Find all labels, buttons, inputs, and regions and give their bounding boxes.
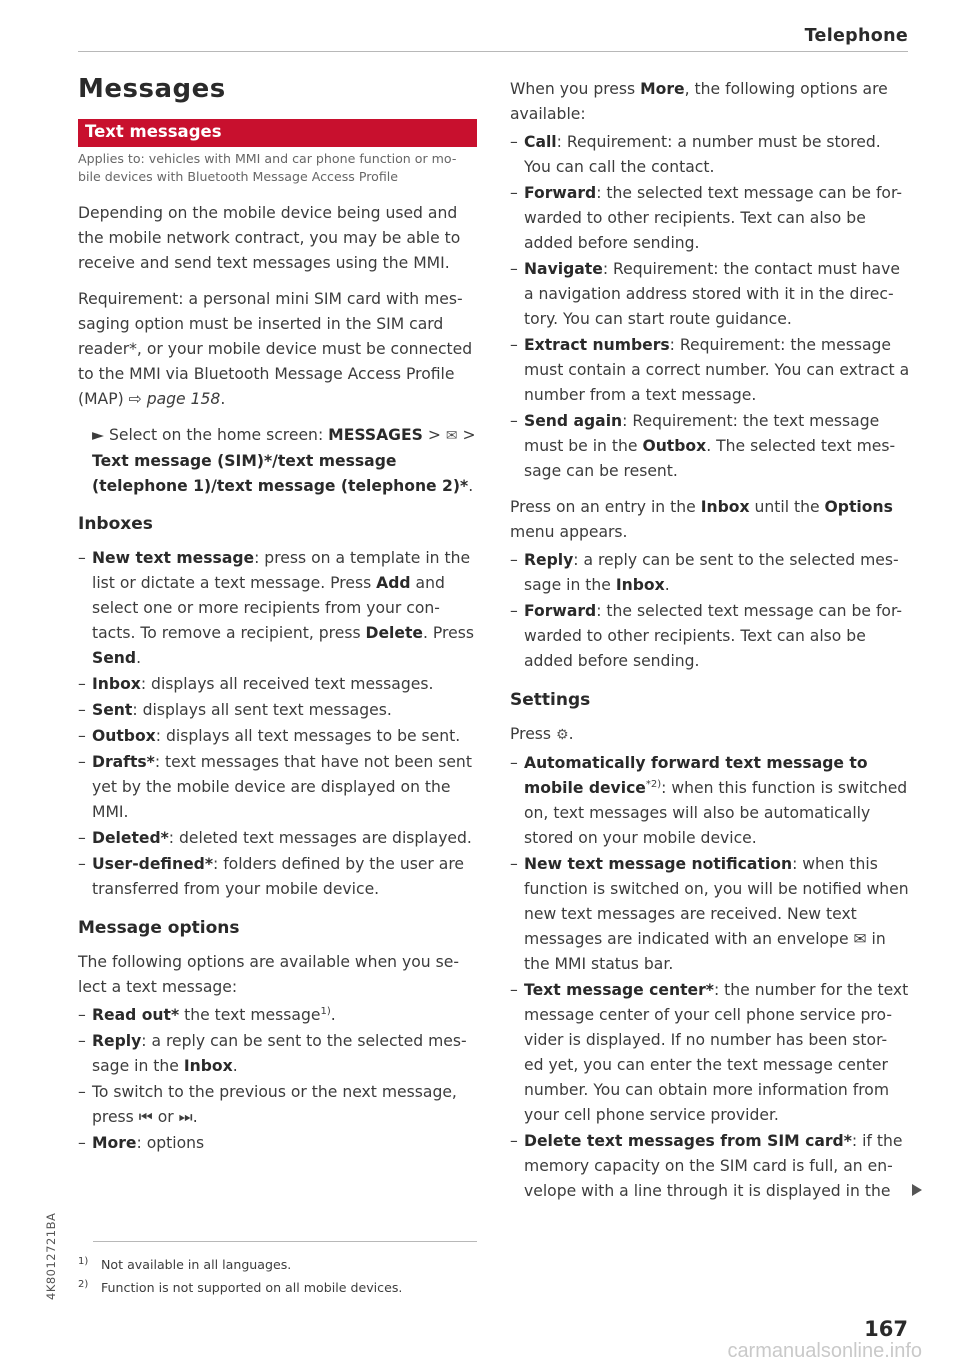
page-reference-link[interactable]: page 158	[146, 390, 221, 408]
desc: . Press	[423, 624, 474, 642]
desc: .	[664, 576, 670, 594]
step-instruction	[78, 423, 478, 499]
header-rule	[78, 51, 908, 52]
applies-note: Applies to: vehicles with MMI and car phone function or mo- bile devices with Bluetooth Message Access Profile	[78, 151, 457, 184]
desc: . The selected text mes- sage can be resent.	[524, 437, 896, 480]
term-outbox: Outbox	[642, 437, 707, 455]
step-prefix: ► Select on the home screen:	[92, 426, 324, 444]
continue-arrow-icon	[912, 1184, 922, 1196]
step-sep-1: >	[422, 426, 446, 444]
text: until the	[749, 498, 825, 516]
list-item	[78, 750, 478, 825]
settings-heading: Settings	[510, 690, 591, 710]
desc: : displays all text messages to be sent.	[155, 727, 461, 745]
term: Extract numbers	[524, 336, 670, 354]
page-number: 167	[864, 1317, 908, 1341]
desc: To switch to the previous or the next message, press ⏮ or ⏭.	[92, 1083, 457, 1126]
desc: : when this function is switched on, you will be notified when new text messages are received. New text messages are indicated with an envelope ✉ in the MMI status bar.	[524, 855, 909, 973]
list-item	[78, 1080, 478, 1130]
list-item	[78, 826, 478, 851]
footnote-ref: *2)	[645, 778, 662, 790]
section-bar-title: Text messages	[85, 122, 222, 141]
term: Automatically forward text message to mobile device	[524, 754, 868, 797]
list-item	[510, 852, 910, 977]
desc: : Requirement: the contact must have a navigation address stored with it in the direc- tory. You can start route guidance.	[524, 260, 900, 328]
desc: : when this function is switched on, text messages will also be automatically stored on your mobile device.	[524, 779, 908, 847]
term-options: Options	[824, 498, 893, 516]
term: Deleted*	[92, 829, 169, 847]
list-item	[510, 978, 910, 1128]
desc: : a reply can be sent to the selected mes- sage in the	[92, 1032, 467, 1075]
term: Reply	[524, 551, 574, 569]
text: Press	[510, 725, 552, 743]
desc: : a reply can be sent to the selected mes- sage in the	[524, 551, 899, 594]
step-end: .	[468, 477, 474, 495]
term: Sent	[92, 701, 133, 719]
inbox-press-paragraph	[510, 495, 910, 545]
text: menu appears.	[510, 523, 628, 541]
desc: : Requirement: the text message must be in the	[524, 412, 880, 455]
requirement-end: .	[220, 390, 226, 408]
desc: : Requirement: a number must be stored. You can call the contact.	[524, 133, 881, 176]
text: , the following options are available:	[510, 80, 888, 123]
message-options-heading: Message options	[78, 918, 240, 938]
intro-paragraph: Depending on the mobile device being used and the mobile network contract, you may be able to receive and send text messages using the MMI.	[78, 204, 461, 272]
footnote-rule	[93, 1241, 477, 1242]
text: .	[568, 725, 574, 743]
inbox-options-list	[510, 548, 910, 674]
footnote-number: 2)	[78, 1279, 89, 1290]
list-item	[78, 1131, 478, 1156]
list-item	[78, 672, 478, 697]
desc: .	[232, 1057, 238, 1075]
text: When you press	[510, 80, 641, 98]
section-title: Telephone	[804, 26, 908, 46]
list-item	[510, 181, 910, 256]
footnote-number: 1)	[78, 1256, 89, 1267]
desc: .	[136, 649, 142, 667]
term: Forward	[524, 602, 597, 620]
list-item	[78, 698, 478, 723]
term: Outbox	[92, 727, 156, 745]
settings-list	[510, 751, 910, 1204]
term: New text message notification	[524, 855, 793, 873]
desc: : folders defined by the user are transferred from your mobile device.	[92, 855, 465, 898]
desc: : the number for the text message center of your cell phone service pro- vider is displayed. If no number has been stor- ed yet, you can enter the text message center number. You can obtain more information from your cell phone service provider.	[524, 981, 909, 1124]
watermark: carmanualsonline.info	[727, 1340, 922, 1362]
desc: : deleted text messages are displayed.	[168, 829, 472, 847]
list-item	[510, 257, 910, 332]
desc: : displays all sent text messages.	[132, 701, 392, 719]
more-options-list	[510, 130, 910, 484]
term: User-defined*	[92, 855, 213, 873]
list-item	[78, 852, 478, 902]
footnote-text: Not available in all languages.	[101, 1257, 292, 1272]
list-item	[78, 1029, 478, 1079]
list-item	[78, 546, 478, 671]
section-bar	[78, 119, 477, 147]
list-item	[510, 130, 910, 180]
desc: : the selected text message can be for- warded to other recipients. Text can also be added before sending.	[524, 184, 903, 252]
term-more: More	[640, 80, 685, 98]
term-inbox: Inbox	[615, 576, 665, 594]
list-item	[78, 724, 478, 749]
desc: .	[330, 1006, 336, 1024]
footnote-text: Function is not supported on all mobile devices.	[101, 1280, 403, 1295]
term-add: Add	[376, 574, 411, 592]
requirement-text: Requirement: a personal mini SIM card with mes- saging option must be inserted in the SIM card reader*, or your mobile device must be connected to the MMI via Bluetooth Message Access Profile (MAP) ⇨	[78, 290, 473, 408]
term: Read out*	[92, 1006, 180, 1024]
more-intro	[510, 77, 910, 127]
desc: : if the memory capacity on the SIM card is full, an en- velope with a line through it is displayed in the	[524, 1132, 903, 1200]
step-menu-messages: MESSAGES	[328, 426, 423, 444]
footnote-ref: 1)	[320, 1005, 331, 1017]
term-send: Send	[92, 649, 137, 667]
term: More	[92, 1134, 137, 1152]
term: Inbox	[92, 675, 141, 693]
term-delete: Delete	[365, 624, 424, 642]
term: Forward	[524, 184, 597, 202]
list-item	[510, 1129, 910, 1204]
term: Send again	[524, 412, 623, 430]
list-item	[510, 333, 910, 408]
text: Press on an entry in the	[510, 498, 701, 516]
term: New text message	[92, 549, 255, 567]
requirement-paragraph	[78, 287, 478, 412]
desc: : text messages that have not been sent yet by the mobile device are displayed on the MMI.	[92, 753, 472, 821]
term: Navigate	[524, 260, 603, 278]
desc: : displays all received text messages.	[140, 675, 434, 693]
list-item	[510, 548, 910, 598]
term: Delete text messages from SIM card*	[524, 1132, 852, 1150]
left-column	[78, 201, 478, 1156]
envelope-icon: ✉	[445, 428, 458, 444]
options-intro: The following options are available when you se- lect a text message:	[78, 953, 459, 996]
desc: and select one or more recipients from your con- tacts. To remove a recipient, press	[92, 574, 445, 642]
document-code: 4K8012721BA	[44, 1212, 58, 1300]
desc: the text message	[179, 1006, 321, 1024]
list-item	[510, 599, 910, 674]
term: Text message center*	[524, 981, 714, 999]
term: Reply	[92, 1032, 142, 1050]
inboxes-heading: Inboxes	[78, 514, 153, 534]
term-inbox: Inbox	[183, 1057, 233, 1075]
gear-icon: ⚙	[556, 727, 569, 743]
desc: : press on a template in the list or dictate a text message. Press	[92, 549, 471, 592]
desc: : options	[136, 1134, 205, 1152]
desc: : Requirement: the message must contain a correct number. You can extract a number from a text message.	[524, 336, 910, 404]
term: Drafts*	[92, 753, 155, 771]
step-menu-text-message: Text message (SIM)*/text message (telephone 1)/text message (telephone 2)*	[92, 452, 469, 495]
settings-press	[510, 722, 910, 748]
list-item	[510, 409, 910, 484]
page-heading: Messages	[78, 74, 226, 104]
step-sep-2: >	[457, 426, 476, 444]
right-column	[510, 77, 910, 1204]
list-item	[510, 751, 910, 851]
inboxes-list	[78, 546, 478, 902]
list-item	[78, 1003, 478, 1028]
term-inbox: Inbox	[700, 498, 750, 516]
term: Call	[524, 133, 557, 151]
options-list	[78, 1003, 478, 1156]
desc: : the selected text message can be for- warded to other recipients. Text can also be added before sending.	[524, 602, 903, 670]
